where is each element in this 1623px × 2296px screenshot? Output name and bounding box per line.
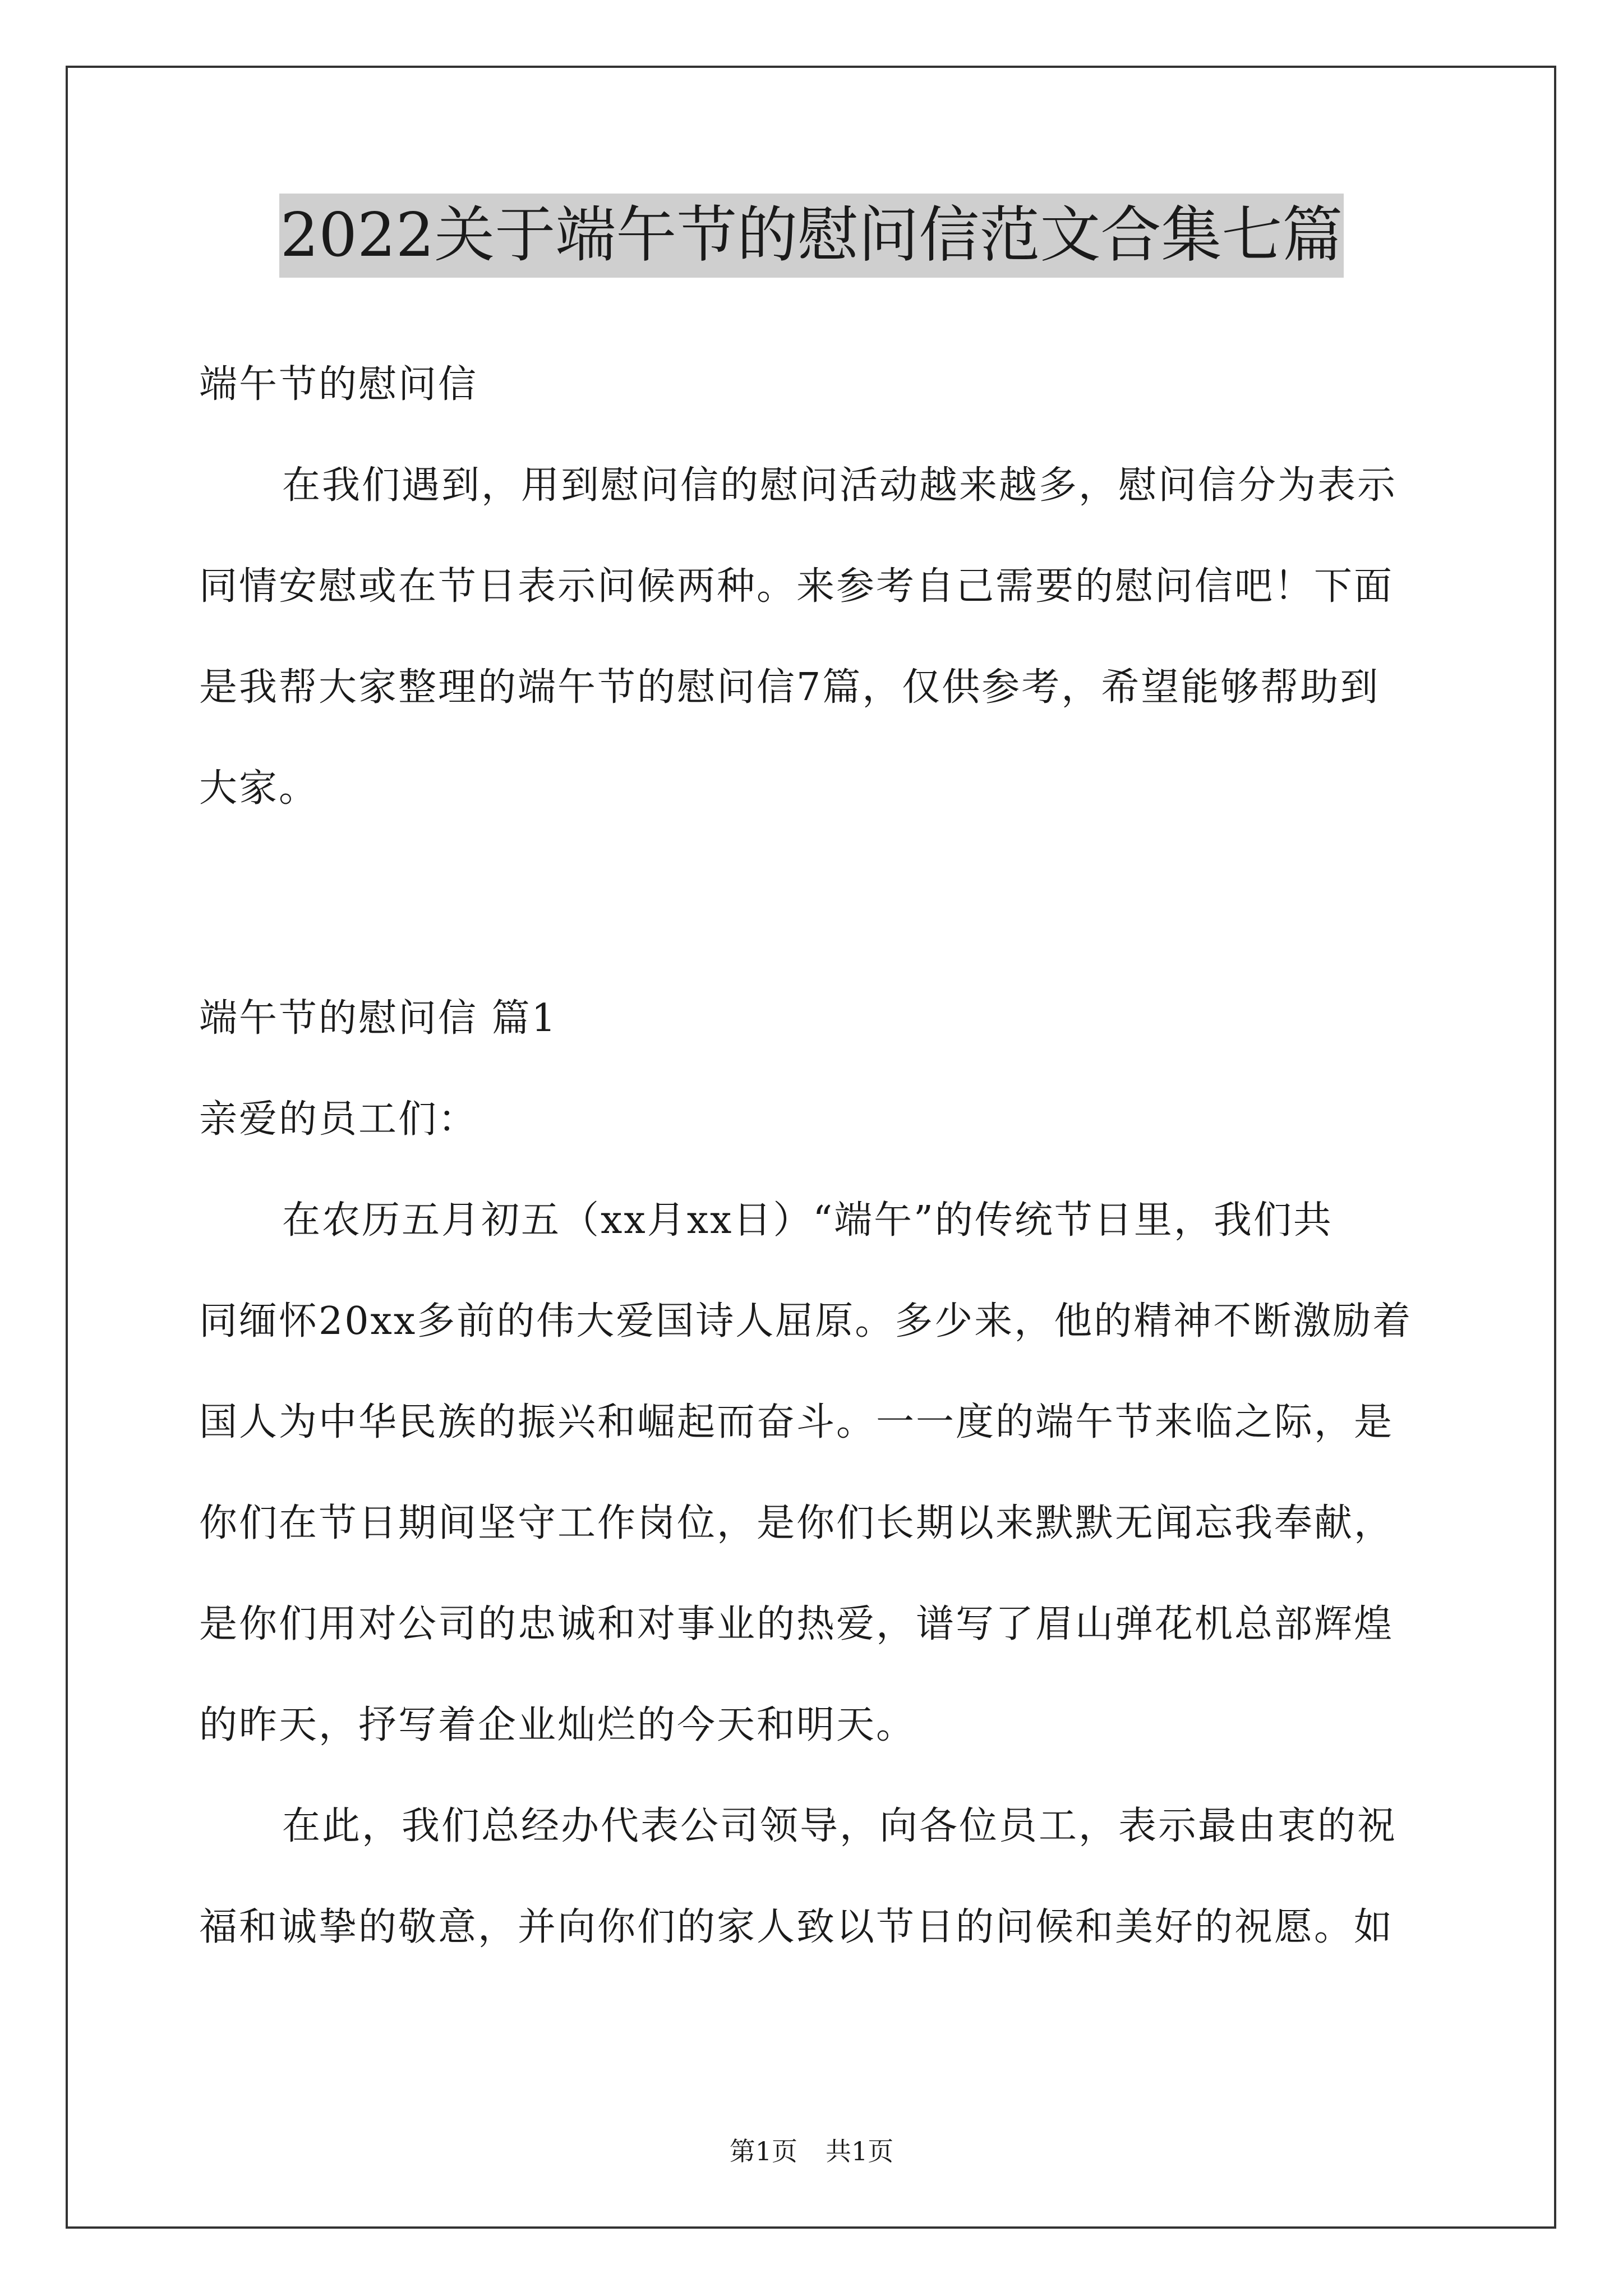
paragraph-line: 你们在节日期间坚守工作岗位，是你们长期以来默默无闻忘我奉献， <box>199 1501 1394 1545</box>
page-number-total: 共1页 <box>826 2136 894 2166</box>
page-number-current: 第1页 <box>729 2136 797 2166</box>
intro-line: 同情安慰或在节日表示问候两种。来参考自己需要的慰问信吧！下面 <box>199 564 1394 609</box>
section-heading: 端午节的慰问信 <box>199 362 478 407</box>
paragraph-line: 是你们用对公司的忠诚和对事业的热爱，谱写了眉山弹花机总部辉煌 <box>199 1602 1394 1646</box>
paragraph-line: 国人为中华民族的振兴和崛起而奋斗。一一度的端午节来临之际，是 <box>199 1400 1394 1444</box>
paragraph-line: 在农历五月初五（xx月xx日）“端午”的传统节日里，我们共 <box>282 1198 1333 1243</box>
intro-line: 大家。 <box>199 766 319 811</box>
page-footer <box>0 2134 1623 2168</box>
paragraph-line: 在此，我们总经办代表公司领导，向各位员工，表示最由衷的祝 <box>282 1804 1398 1848</box>
letter-heading: 端午节的慰问信 篇1 <box>199 996 557 1041</box>
title-container <box>0 194 1623 278</box>
paragraph-line: 同缅怀20xx多前的伟大爱国诗人屈原。多少来，他的精神不断激励着 <box>199 1299 1413 1343</box>
intro-line: 在我们遇到，用到慰问信的慰问活动越来越多，慰问信分为表示 <box>282 463 1398 508</box>
document-title: 2022关于端午节的慰问信范文合集七篇 <box>279 194 1344 278</box>
salutation: 亲爱的员工们： <box>199 1097 478 1142</box>
intro-line: 是我帮大家整理的端午节的慰问信7篇，仅供参考，希望能够帮助到 <box>199 665 1380 710</box>
paragraph-line: 福和诚挚的敬意，并向你们的家人致以节日的问候和美好的祝愿。如 <box>199 1905 1394 1949</box>
paragraph-line: 的昨天，抒写着企业灿烂的今天和明天。 <box>199 1703 916 1747</box>
